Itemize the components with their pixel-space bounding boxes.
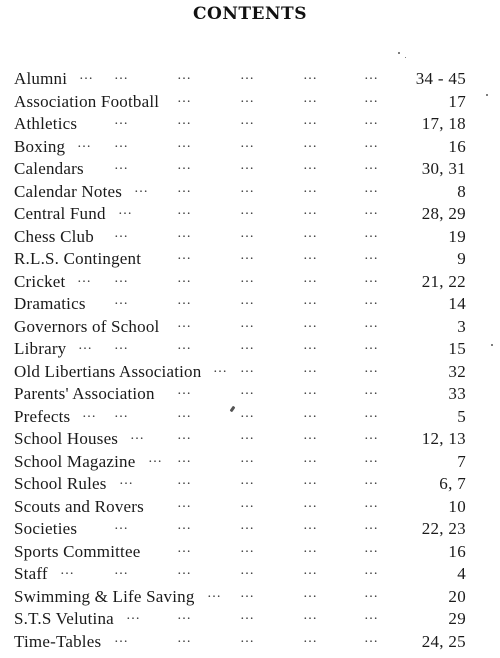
leader-dot: … bbox=[240, 225, 255, 241]
leader-dot: … bbox=[303, 405, 318, 421]
leader-dot: … bbox=[240, 563, 255, 578]
leader-dot: … bbox=[114, 225, 129, 241]
entry-label: Association Football bbox=[14, 91, 160, 111]
leader-dot: … bbox=[364, 270, 379, 286]
leader-dot: … bbox=[240, 338, 255, 353]
leader-dot: … bbox=[177, 630, 192, 646]
leader-dot: … bbox=[240, 315, 255, 331]
entry-label: Governors of School bbox=[14, 316, 160, 336]
leader-dot: … bbox=[240, 113, 255, 128]
contents-list bbox=[14, 68, 466, 653]
print-speck bbox=[405, 57, 406, 58]
entry-pages: 19 bbox=[448, 226, 466, 246]
leader-dot: … bbox=[114, 113, 129, 128]
leader-dot: … bbox=[114, 158, 129, 173]
entry-pages: 17 bbox=[448, 91, 466, 111]
leader-dot: … bbox=[303, 225, 318, 241]
leader-dot: … bbox=[240, 135, 255, 151]
leader-dot: … bbox=[177, 450, 192, 466]
leader-dot: … bbox=[364, 315, 379, 331]
leader-dot: … bbox=[364, 180, 379, 196]
leader-dot: … bbox=[177, 338, 192, 353]
leader-dot: … bbox=[114, 135, 129, 151]
leader-dot: … bbox=[364, 225, 379, 241]
leader-dot: … bbox=[364, 540, 379, 556]
leader-dot: … bbox=[364, 585, 379, 601]
leader-dot: … bbox=[240, 428, 255, 443]
leader-dot: … bbox=[364, 473, 379, 488]
entry-label: Athletics bbox=[14, 114, 78, 133]
leader-dot: … bbox=[303, 450, 318, 466]
leader-dot: … bbox=[114, 405, 129, 421]
leader-dot: … bbox=[177, 473, 192, 488]
entry-label: Dramatics bbox=[14, 294, 86, 313]
leader-dot: … bbox=[240, 203, 255, 218]
entry-pages: 7 bbox=[457, 451, 466, 471]
leader-dot: … bbox=[114, 630, 129, 646]
entry-pages: 34 - 45 bbox=[415, 69, 466, 88]
entry-label: Boxing bbox=[14, 136, 66, 156]
entry-pages: 9 bbox=[457, 249, 466, 268]
entry-pages: 12, 13 bbox=[421, 429, 466, 448]
leader-dot: … bbox=[364, 383, 379, 398]
leader-dot: … bbox=[303, 608, 318, 623]
entry-pages: 17, 18 bbox=[421, 114, 466, 133]
leader-dot: … bbox=[303, 473, 318, 488]
entry-label: Alumni bbox=[14, 69, 68, 88]
entry-label: Calendar Notes bbox=[14, 181, 123, 201]
leader-dot: … bbox=[364, 248, 379, 263]
leader-dot: … bbox=[364, 563, 379, 578]
entry-label: R.L.S. Contingent bbox=[14, 249, 142, 268]
entry-label: School Magazine bbox=[14, 451, 136, 471]
leader-dot: … bbox=[207, 585, 222, 601]
print-speck bbox=[486, 94, 488, 96]
leader-dot: … bbox=[303, 338, 318, 353]
entry-label: Central Fund bbox=[14, 204, 106, 223]
entry-pages: 29 bbox=[448, 609, 466, 628]
leader-dot: … bbox=[364, 90, 379, 106]
print-speck bbox=[491, 344, 493, 346]
leader-dot: … bbox=[240, 293, 255, 308]
leader-dot: … bbox=[177, 180, 192, 196]
leader-dot: … bbox=[240, 405, 255, 421]
entry-label: S.T.S Velutina bbox=[14, 609, 114, 628]
leader-dot: … bbox=[148, 450, 163, 466]
leader-dot: … bbox=[303, 360, 318, 376]
leader-dot: … bbox=[60, 563, 75, 578]
leader-dot: … bbox=[364, 293, 379, 308]
entry-label: Staff bbox=[14, 564, 48, 583]
leader-dot: … bbox=[303, 315, 318, 331]
entry-pages: 20 bbox=[448, 586, 466, 606]
leader-dot: … bbox=[77, 270, 92, 286]
leader-dot: … bbox=[240, 630, 255, 646]
leader-dot: … bbox=[119, 473, 134, 488]
entry-label: Cricket bbox=[14, 271, 66, 291]
entry-label: Old Libertians Association bbox=[14, 361, 202, 381]
leader-dot: … bbox=[303, 90, 318, 106]
entry-pages: 10 bbox=[448, 496, 466, 516]
leader-dot: … bbox=[303, 270, 318, 286]
leader-dot: … bbox=[177, 225, 192, 241]
leader-dot: … bbox=[177, 315, 192, 331]
entry-pages: 8 bbox=[457, 181, 466, 201]
leader-dot: … bbox=[303, 135, 318, 151]
entry-label: School Houses bbox=[14, 429, 119, 448]
leader-dot: … bbox=[126, 608, 141, 623]
leader-dot: … bbox=[240, 495, 255, 511]
entry-pages: 22, 23 bbox=[421, 519, 466, 538]
leader-dot: … bbox=[364, 405, 379, 421]
print-speck bbox=[398, 52, 400, 54]
leader-dot: … bbox=[303, 203, 318, 218]
leader-dot: … bbox=[177, 113, 192, 128]
leader-dot: … bbox=[303, 293, 318, 308]
entry-pages: 16 bbox=[448, 136, 466, 156]
leader-dot: … bbox=[240, 518, 255, 533]
leader-dot: … bbox=[364, 630, 379, 646]
entry-label: Swimming & Life Saving bbox=[14, 586, 195, 606]
leader-dot: … bbox=[114, 68, 129, 83]
leader-dot: … bbox=[78, 338, 93, 353]
leader-dot: … bbox=[177, 518, 192, 533]
leader-dot: … bbox=[177, 248, 192, 263]
leader-dot: … bbox=[177, 135, 192, 151]
leader-dot: … bbox=[303, 383, 318, 398]
leader-dot: … bbox=[303, 158, 318, 173]
leader-dot: … bbox=[177, 293, 192, 308]
leader-dot: … bbox=[240, 608, 255, 623]
leader-dot: … bbox=[177, 383, 192, 398]
entry-label: Chess Club bbox=[14, 226, 94, 246]
leader-dot: … bbox=[213, 360, 228, 376]
leader-dot: … bbox=[364, 495, 379, 511]
leader-dot: … bbox=[114, 518, 129, 533]
leader-dot: … bbox=[240, 585, 255, 601]
leader-dot: … bbox=[364, 608, 379, 623]
leader-dot: … bbox=[177, 405, 192, 421]
entry-label: Scouts and Rovers bbox=[14, 496, 144, 516]
leader-dot: … bbox=[82, 405, 97, 421]
leader-dot: … bbox=[77, 135, 92, 151]
entry-pages: 32 bbox=[448, 361, 466, 381]
leader-dot: … bbox=[303, 585, 318, 601]
leader-dot: … bbox=[130, 428, 145, 443]
leader-dot: … bbox=[177, 68, 192, 83]
entry-pages: 33 bbox=[448, 384, 466, 403]
entry-pages: 3 bbox=[457, 316, 466, 336]
entry-pages: 4 bbox=[457, 564, 466, 583]
leader-dot: … bbox=[240, 383, 255, 398]
entry-pages: 28, 29 bbox=[421, 204, 466, 223]
entry-label: Library bbox=[14, 339, 67, 358]
entry-label: Parents' Association bbox=[14, 384, 155, 403]
entry-label: Calendars bbox=[14, 159, 84, 178]
leader-dot: … bbox=[114, 293, 129, 308]
entry-label: Time-Tables bbox=[14, 631, 102, 651]
leader-dot: … bbox=[364, 428, 379, 443]
contents-entry bbox=[14, 631, 466, 654]
entry-label: Societies bbox=[14, 519, 78, 538]
leader-dot: … bbox=[114, 270, 129, 286]
leader-dot: … bbox=[303, 540, 318, 556]
leader-dot: … bbox=[240, 248, 255, 263]
entry-pages: 24, 25 bbox=[421, 631, 466, 651]
leader-dot: … bbox=[303, 495, 318, 511]
entry-pages: 16 bbox=[448, 541, 466, 561]
leader-dot: … bbox=[364, 113, 379, 128]
entry-label: Prefects bbox=[14, 406, 71, 426]
entry-pages: 6, 7 bbox=[439, 474, 466, 493]
leader-dot: … bbox=[177, 90, 192, 106]
leader-dot: … bbox=[79, 68, 94, 83]
leader-dot: … bbox=[364, 450, 379, 466]
leader-dot: … bbox=[303, 113, 318, 128]
entry-pages: 30, 31 bbox=[421, 159, 466, 178]
leader-dot: … bbox=[240, 180, 255, 196]
leader-dot: … bbox=[177, 540, 192, 556]
leader-dot: … bbox=[303, 428, 318, 443]
leader-dot: … bbox=[177, 608, 192, 623]
leader-dot: … bbox=[303, 563, 318, 578]
leader-dot: … bbox=[177, 428, 192, 443]
leader-dot: … bbox=[364, 135, 379, 151]
page-title: CONTENTS bbox=[193, 4, 307, 24]
leader-dot: … bbox=[240, 158, 255, 173]
leader-dot: … bbox=[177, 158, 192, 173]
leader-dot: … bbox=[364, 68, 379, 83]
leader-dot: … bbox=[177, 203, 192, 218]
leader-dot: … bbox=[114, 563, 129, 578]
leader-dot: … bbox=[303, 180, 318, 196]
entry-pages: 5 bbox=[457, 406, 466, 426]
leader-dot: … bbox=[364, 518, 379, 533]
entry-pages: 14 bbox=[448, 294, 466, 313]
entry-label: School Rules bbox=[14, 474, 107, 493]
leader-dot: … bbox=[303, 248, 318, 263]
leader-dot: … bbox=[177, 563, 192, 578]
leader-dot: … bbox=[240, 450, 255, 466]
leader-dot: … bbox=[240, 90, 255, 106]
leader-dot: … bbox=[364, 203, 379, 218]
leader-dot: … bbox=[240, 540, 255, 556]
leader-dot: … bbox=[364, 158, 379, 173]
leader-dot: … bbox=[364, 360, 379, 376]
leader-dot: … bbox=[240, 270, 255, 286]
leader-dot: … bbox=[177, 495, 192, 511]
leader-dot: … bbox=[303, 518, 318, 533]
entry-pages: 21, 22 bbox=[421, 271, 466, 291]
leader-dot: … bbox=[240, 473, 255, 488]
leader-dot: … bbox=[240, 360, 255, 376]
leader-dot: … bbox=[118, 203, 133, 218]
leader-dot: … bbox=[134, 180, 149, 196]
leader-dot: … bbox=[303, 68, 318, 83]
leader-dot: … bbox=[364, 338, 379, 353]
leader-dot: … bbox=[177, 270, 192, 286]
entry-label: Sports Committee bbox=[14, 541, 141, 561]
leader-dot: … bbox=[303, 630, 318, 646]
leader-dot: … bbox=[240, 68, 255, 83]
leader-dot: … bbox=[114, 338, 129, 353]
entry-pages: 15 bbox=[448, 339, 466, 358]
